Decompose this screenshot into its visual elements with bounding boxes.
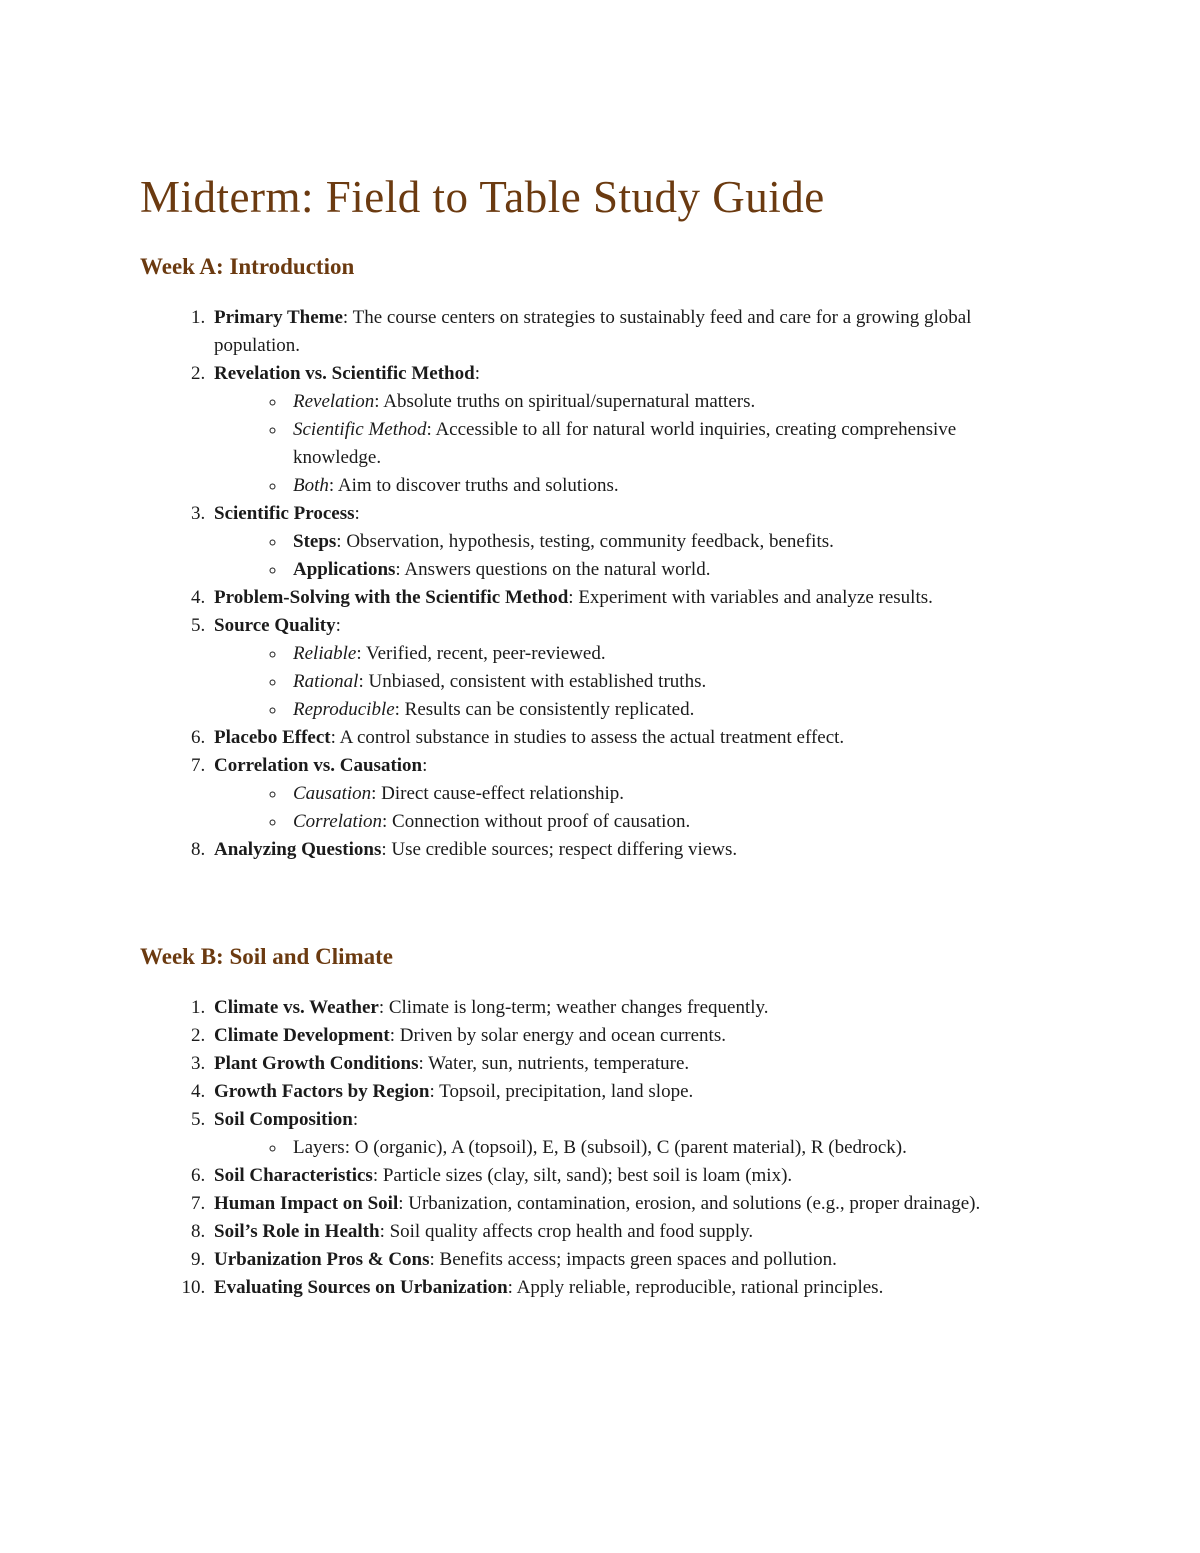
item-label: Problem-Solving with the Scientific Method	[214, 586, 569, 608]
list-item	[210, 584, 1040, 612]
sub-list-item	[287, 528, 1040, 556]
item-label: Climate vs. Weather	[214, 996, 379, 1018]
section-1	[140, 944, 1040, 1302]
sub-item-label: Steps	[293, 530, 337, 552]
item-text: :	[335, 614, 341, 636]
item-label: Growth Factors by Region	[214, 1080, 430, 1102]
item-label: Human Impact on Soil	[214, 1192, 399, 1214]
sub-item-text: : Unbiased, consistent with established truths.	[358, 670, 707, 692]
sub-list-item	[287, 696, 1040, 724]
sub-item-label: Reproducible	[293, 698, 395, 720]
sub-item-label: Layers	[293, 1136, 345, 1158]
list-item	[210, 1106, 1040, 1162]
sub-list-item	[287, 808, 1040, 836]
sub-item-label: Causation	[293, 782, 372, 804]
sub-item-text: : Answers questions on the natural world.	[395, 558, 711, 580]
sub-list-item	[287, 416, 1040, 472]
sub-list-item	[287, 556, 1040, 584]
sub-item-list	[214, 640, 1040, 724]
sub-item-label: Rational	[293, 670, 359, 692]
sub-item-label: Both	[293, 474, 329, 496]
sub-list-item	[287, 388, 1040, 416]
sub-item-text: : Connection without proof of causation.	[382, 810, 691, 832]
sub-item-text: : Verified, recent, peer-reviewed.	[356, 642, 606, 664]
section-heading: Week A: Introduction	[140, 253, 355, 279]
sub-item-text: : O (organic), A (topsoil), E, B (subsoil), C (parent material), R (bedrock).	[344, 1136, 907, 1158]
list-item	[210, 612, 1040, 724]
item-label: Primary Theme	[214, 306, 343, 328]
list-item	[210, 724, 1040, 752]
item-text: : Benefits access; impacts green spaces and pollution.	[429, 1248, 837, 1270]
item-label: Soil Composition	[214, 1108, 353, 1130]
list-item	[210, 500, 1040, 584]
sub-list-item	[287, 472, 1040, 500]
item-text: : Water, sun, nutrients, temperature.	[418, 1052, 690, 1074]
item-text: : Climate is long-term; weather changes frequently.	[378, 996, 769, 1018]
list-item	[210, 1274, 1040, 1302]
item-list	[140, 304, 1040, 864]
sub-item-list	[214, 780, 1040, 836]
item-label: Soil’s Role in Health	[214, 1220, 380, 1242]
item-text: : Use credible sources; respect differing views.	[381, 838, 738, 860]
sub-list-item	[287, 1134, 1040, 1162]
list-item	[210, 1218, 1040, 1246]
sub-item-label: Revelation	[293, 390, 375, 412]
sub-item-list	[214, 528, 1040, 584]
list-item	[210, 1022, 1040, 1050]
item-text: :	[354, 502, 360, 524]
item-list	[140, 994, 1040, 1302]
sub-item-label: Applications	[293, 558, 396, 580]
list-item	[210, 1190, 1040, 1218]
item-label: Placebo Effect	[214, 726, 331, 748]
item-label: Analyzing Questions	[214, 838, 382, 860]
item-text: : The course centers on strategies to sustainably feed and care for a growing global population.	[214, 306, 972, 356]
item-label: Scientific Process	[214, 502, 355, 524]
item-label: Correlation vs. Causation	[214, 754, 423, 776]
item-label: Plant Growth Conditions	[214, 1052, 419, 1074]
item-text: : Experiment with variables and analyze results.	[568, 586, 933, 608]
item-text: : Urbanization, contamination, erosion, and solutions (e.g., proper drainage).	[398, 1192, 981, 1214]
item-text: : Particle sizes (clay, silt, sand); best soil is loam (mix).	[372, 1164, 793, 1186]
sub-item-text: : Accessible to all for natural world inquiries, creating comprehensive knowledge.	[293, 418, 957, 468]
section-heading: Week B: Soil and Climate	[140, 943, 394, 969]
sub-item-text: : Results can be consistently replicated.	[394, 698, 695, 720]
sub-item-text: : Observation, hypothesis, testing, community feedback, benefits.	[336, 530, 834, 552]
list-item	[210, 994, 1040, 1022]
list-item	[210, 752, 1040, 836]
list-item	[210, 1246, 1040, 1274]
sections-container	[140, 254, 1040, 1302]
item-label: Urbanization Pros & Cons	[214, 1248, 430, 1270]
list-item	[210, 1050, 1040, 1078]
item-text: :	[352, 1108, 359, 1130]
item-label: Source Quality	[214, 614, 336, 636]
list-item	[210, 836, 1040, 864]
list-item	[210, 1162, 1040, 1190]
sub-item-label: Correlation	[293, 810, 383, 832]
document-title: Midterm: Field to Table Study Guide	[140, 172, 825, 222]
list-item	[210, 304, 1040, 360]
sub-item-list	[214, 1134, 1040, 1162]
sub-item-text: : Aim to discover truths and solutions.	[328, 474, 619, 496]
item-text: :	[474, 362, 480, 384]
item-text: :	[422, 754, 428, 776]
section-0	[140, 254, 1040, 864]
sub-item-text: : Absolute truths on spiritual/supernatural matters.	[374, 390, 756, 412]
sub-item-list	[214, 388, 1040, 500]
item-text: : Soil quality affects crop health and food supply.	[379, 1220, 754, 1242]
item-label: Evaluating Sources on Urbanization	[214, 1276, 508, 1298]
item-text: : Topsoil, precipitation, land slope.	[429, 1080, 694, 1102]
item-text: : Apply reliable, reproducible, rational principles.	[507, 1276, 884, 1298]
item-label: Revelation vs. Scientific Method	[214, 362, 475, 384]
sub-list-item	[287, 780, 1040, 808]
sub-list-item	[287, 668, 1040, 696]
item-label: Soil Characteristics	[214, 1164, 373, 1186]
sub-item-label: Scientific Method	[293, 418, 427, 440]
sub-list-item	[287, 640, 1040, 668]
item-text: : Driven by solar energy and ocean currents.	[389, 1024, 726, 1046]
item-label: Climate Development	[214, 1024, 390, 1046]
sub-item-text: : Direct cause-effect relationship.	[371, 782, 624, 804]
list-item	[210, 360, 1040, 500]
sub-item-label: Reliable	[293, 642, 357, 664]
item-text: : A control substance in studies to assess the actual treatment effect.	[330, 726, 845, 748]
list-item	[210, 1078, 1040, 1106]
